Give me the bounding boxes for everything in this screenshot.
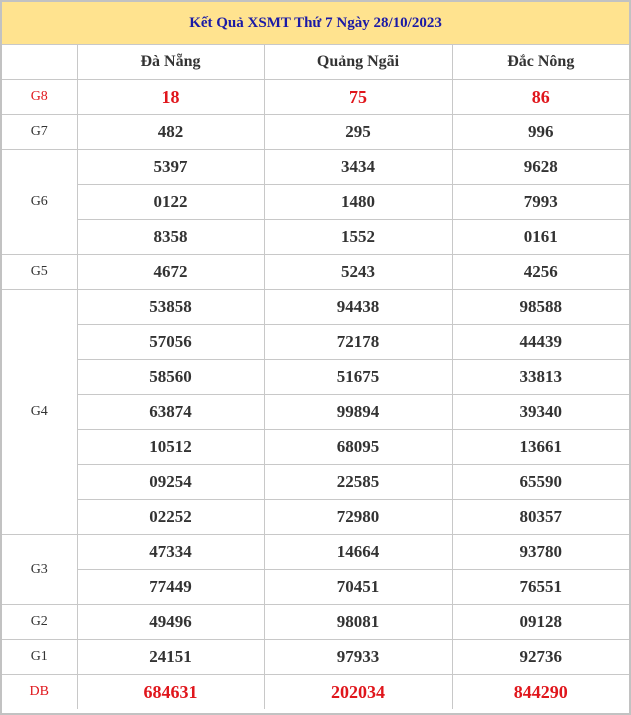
result-quang-ngai: 68095 <box>264 430 452 465</box>
prize-row-g3 <box>2 570 629 605</box>
prize-label-g1: G1 <box>2 640 77 675</box>
result-da-nang: 57056 <box>77 325 264 360</box>
result-dac-nong: 0161 <box>452 220 629 255</box>
result-quang-ngai: 202034 <box>264 675 452 710</box>
result-da-nang: 53858 <box>77 290 264 325</box>
prize-row-g4 <box>2 325 629 360</box>
result-dac-nong: 9628 <box>452 150 629 185</box>
prize-row-g4 <box>2 465 629 500</box>
prize-row-g3 <box>2 535 629 570</box>
prize-row-g4 <box>2 500 629 535</box>
result-da-nang: 18 <box>77 80 264 115</box>
result-da-nang: 49496 <box>77 605 264 640</box>
result-quang-ngai: 98081 <box>264 605 452 640</box>
result-dac-nong: 92736 <box>452 640 629 675</box>
result-da-nang: 24151 <box>77 640 264 675</box>
prize-row-g5 <box>2 255 629 290</box>
prize-label-g5: G5 <box>2 255 77 290</box>
result-quang-ngai: 3434 <box>264 150 452 185</box>
result-dac-nong: 44439 <box>452 325 629 360</box>
prize-row-g4 <box>2 290 629 325</box>
prize-row-g1 <box>2 640 629 675</box>
result-da-nang: 5397 <box>77 150 264 185</box>
result-dac-nong: 93780 <box>452 535 629 570</box>
result-da-nang: 09254 <box>77 465 264 500</box>
prize-row-g7 <box>2 115 629 150</box>
header-quang-ngai: Quảng Ngãi <box>264 45 452 80</box>
prize-row-g6 <box>2 150 629 185</box>
prize-label-g7: G7 <box>2 115 77 150</box>
prize-label-g8: G8 <box>2 80 77 115</box>
prize-row-g4 <box>2 430 629 465</box>
prize-row-special <box>2 675 629 710</box>
result-quang-ngai: 1552 <box>264 220 452 255</box>
result-dac-nong: 09128 <box>452 605 629 640</box>
prize-row-g4 <box>2 395 629 430</box>
result-quang-ngai: 51675 <box>264 360 452 395</box>
result-da-nang: 77449 <box>77 570 264 605</box>
result-dac-nong: 844290 <box>452 675 629 710</box>
result-dac-nong: 98588 <box>452 290 629 325</box>
result-da-nang: 63874 <box>77 395 264 430</box>
table-title: Kết Quả XSMT Thứ 7 Ngày 28/10/2023 <box>2 2 629 45</box>
result-quang-ngai: 22585 <box>264 465 452 500</box>
prize-row-g6 <box>2 185 629 220</box>
result-da-nang: 8358 <box>77 220 264 255</box>
header-da-nang: Đà Nẵng <box>77 45 264 80</box>
result-da-nang: 58560 <box>77 360 264 395</box>
result-dac-nong: 86 <box>452 80 629 115</box>
result-da-nang: 10512 <box>77 430 264 465</box>
prize-label-g4: G4 <box>2 290 77 535</box>
result-quang-ngai: 14664 <box>264 535 452 570</box>
result-quang-ngai: 5243 <box>264 255 452 290</box>
result-dac-nong: 76551 <box>452 570 629 605</box>
prize-label-g6: G6 <box>2 150 77 255</box>
prize-row-g6 <box>2 220 629 255</box>
title-row <box>2 2 629 45</box>
result-quang-ngai: 295 <box>264 115 452 150</box>
header-dac-nong: Đắc Nông <box>452 45 629 80</box>
result-da-nang: 0122 <box>77 185 264 220</box>
result-dac-nong: 13661 <box>452 430 629 465</box>
prize-label-special: DB <box>2 675 77 710</box>
header-prize <box>2 45 77 80</box>
result-da-nang: 02252 <box>77 500 264 535</box>
result-da-nang: 684631 <box>77 675 264 710</box>
result-quang-ngai: 99894 <box>264 395 452 430</box>
result-quang-ngai: 94438 <box>264 290 452 325</box>
result-dac-nong: 80357 <box>452 500 629 535</box>
result-quang-ngai: 72980 <box>264 500 452 535</box>
header-row <box>2 45 629 80</box>
result-quang-ngai: 70451 <box>264 570 452 605</box>
result-quang-ngai: 75 <box>264 80 452 115</box>
result-dac-nong: 39340 <box>452 395 629 430</box>
prize-row-g4 <box>2 360 629 395</box>
result-quang-ngai: 97933 <box>264 640 452 675</box>
result-da-nang: 4672 <box>77 255 264 290</box>
prize-row-g8 <box>2 80 629 115</box>
prize-label-g3: G3 <box>2 535 77 605</box>
prize-label-g2: G2 <box>2 605 77 640</box>
xsmt-results-table <box>2 2 629 709</box>
result-dac-nong: 996 <box>452 115 629 150</box>
result-dac-nong: 4256 <box>452 255 629 290</box>
result-quang-ngai: 1480 <box>264 185 452 220</box>
result-da-nang: 47334 <box>77 535 264 570</box>
prize-row-g2 <box>2 605 629 640</box>
result-dac-nong: 7993 <box>452 185 629 220</box>
result-dac-nong: 65590 <box>452 465 629 500</box>
result-dac-nong: 33813 <box>452 360 629 395</box>
result-da-nang: 482 <box>77 115 264 150</box>
result-quang-ngai: 72178 <box>264 325 452 360</box>
